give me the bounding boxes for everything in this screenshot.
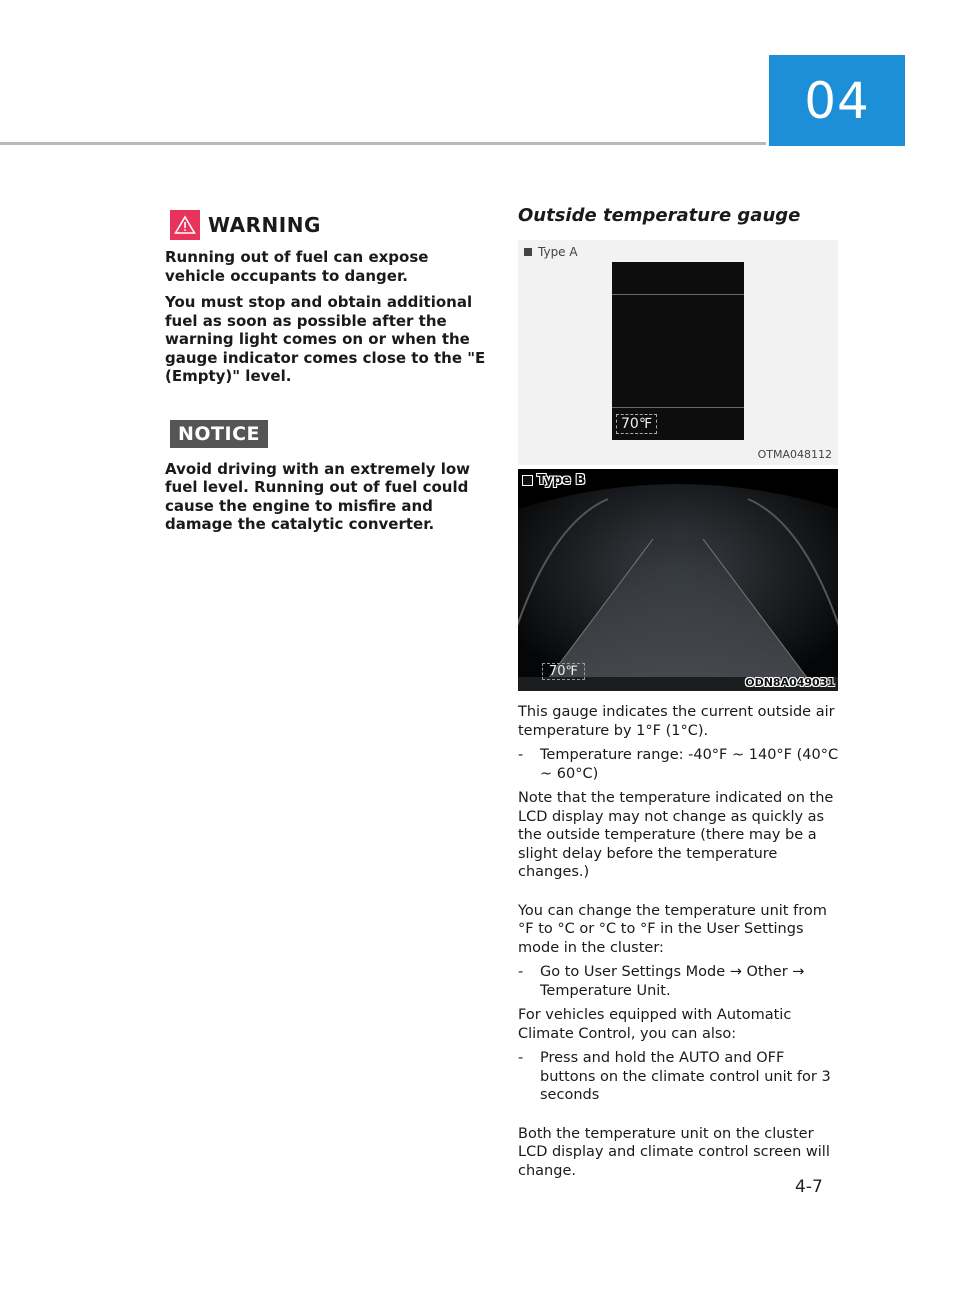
notice-text: Avoid driving with an extremely low fuel level. Running out of fuel could cause the engine to misfire and damage the catalytic converter. xyxy=(165,459,471,533)
warning-header xyxy=(170,210,490,240)
screen-divider xyxy=(612,294,744,295)
chapter-number: 04 xyxy=(804,71,870,130)
body-paragraph: Note that the temperature indicated on the LCD display may not change as quickly as the outside temperature (there may be a slight delay before the temperature changes.) xyxy=(518,790,834,880)
figure-a-label xyxy=(524,245,578,259)
notice-badge: NOTICE xyxy=(170,420,268,448)
dash-bullet: - xyxy=(518,964,524,980)
list-item xyxy=(518,963,840,1000)
body-paragraph: For vehicles equipped with Automatic Climate Control, you can also: xyxy=(518,1007,792,1042)
figure-code: OTMA048112 xyxy=(757,448,832,461)
figure-type-b xyxy=(518,469,838,691)
warning-text-2: You must stop and obtain additional fuel as soon as possible after the warning light comes on or when the gauge indicator comes close to the "E (Empty)" level. xyxy=(165,293,486,385)
square-bullet-icon xyxy=(524,248,532,256)
body-paragraph: Both the temperature unit on the cluster LCD display and climate control screen will change. xyxy=(518,1125,830,1179)
figure-code: ODN8A049031 xyxy=(745,676,835,689)
temperature-readout: 70℉ xyxy=(542,663,585,680)
cluster-lcd-screen xyxy=(612,262,744,440)
header-rule xyxy=(0,142,766,145)
list-item-text: Temperature range: -40°F ~ 140°F (40°C ~ 60°C) xyxy=(540,747,839,782)
warning-triangle-icon xyxy=(170,210,200,240)
temperature-readout: 70℉ xyxy=(616,414,657,434)
cluster-illustration xyxy=(518,469,838,691)
page-number: 4-7 xyxy=(795,1177,823,1197)
figure-b-label-text: Type B xyxy=(537,473,586,488)
right-column xyxy=(518,205,840,1186)
warning-title: WARNING xyxy=(208,213,321,237)
square-bullet-icon xyxy=(522,475,533,486)
list-item xyxy=(518,1049,840,1105)
list-item-text: Press and hold the AUTO and OFF buttons on the climate control unit for 3 seconds xyxy=(540,1050,831,1103)
figure-b-label xyxy=(522,473,585,488)
dash-bullet: - xyxy=(518,1050,524,1066)
dash-bullet: - xyxy=(518,747,524,763)
chapter-tab xyxy=(769,55,905,146)
list-item-text: Go to User Settings Mode → Other → Temperature Unit. xyxy=(540,964,805,999)
body-paragraph: This gauge indicates the current outside air temperature by 1°F (1°C). xyxy=(518,704,835,739)
figure-type-a xyxy=(518,240,838,465)
screen-divider xyxy=(612,407,744,408)
body-paragraph: You can change the temperature unit from °F to °C or °C to °F in the User Settings mode in the cluster: xyxy=(518,902,827,956)
figure-a-label-text: Type A xyxy=(538,245,578,259)
left-column xyxy=(165,210,490,542)
warning-text-1: Running out of fuel can expose vehicle occupants to danger. xyxy=(165,248,429,285)
list-item xyxy=(518,746,840,783)
section-title: Outside temperature gauge xyxy=(518,205,801,226)
